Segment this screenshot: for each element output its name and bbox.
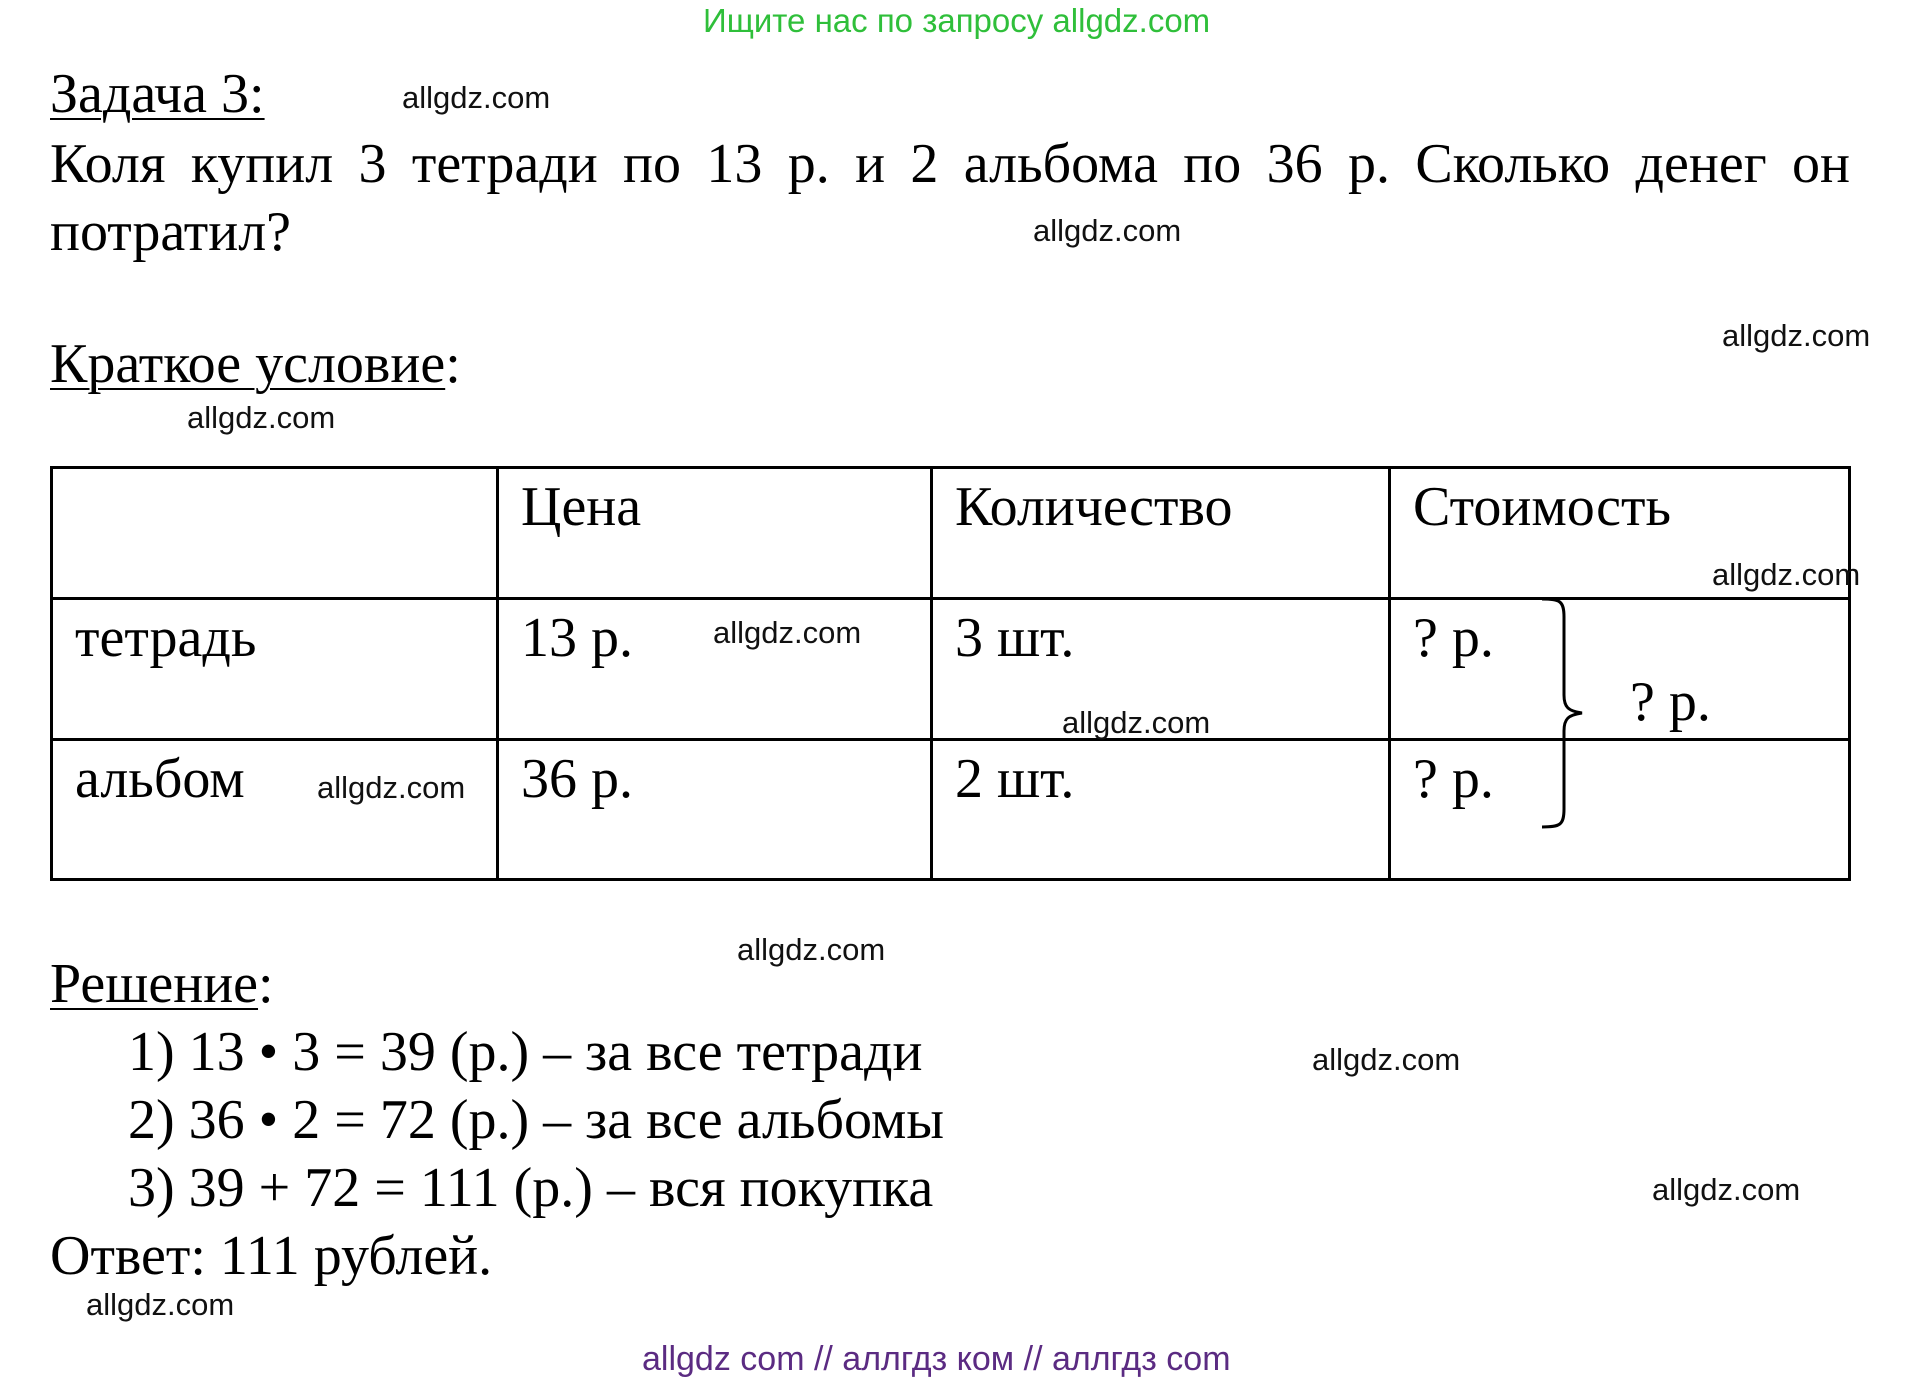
table-header-row: [52, 468, 1850, 599]
watermark: allgdz.com: [187, 400, 336, 435]
watermark: allgdz.com: [1062, 705, 1211, 740]
cell-price-album: 36 р.: [498, 740, 932, 880]
header-cell-price: Цена: [498, 468, 932, 599]
problem-text: Коля купил 3 тетради по 13 р. и 2 альбома по 36 р. Сколько денег он потратил?: [50, 133, 1850, 263]
short-condition-heading-label: Краткое условие: [50, 333, 446, 395]
solution-heading: [50, 952, 274, 1016]
curly-brace-icon: [1540, 595, 1620, 835]
cell-item-notebook: тетрадь: [52, 599, 498, 740]
cell-quantity-album: 2 шт.: [932, 740, 1390, 880]
top-banner: Ищите нас по запросу allgdz.com: [703, 2, 1211, 39]
cell-cost-album: ? р.: [1390, 740, 1850, 880]
watermark: allgdz.com: [713, 615, 862, 650]
solution-heading-label: Решение: [50, 953, 259, 1015]
cell-quantity-notebook: 3 шт.: [932, 599, 1390, 740]
cell-item-album: альбом: [52, 740, 498, 880]
watermark: allgdz.com: [86, 1287, 235, 1322]
short-condition-heading-colon: :: [445, 333, 461, 395]
task-title: Задача 3:: [50, 63, 265, 125]
watermark: allgdz.com: [1712, 557, 1861, 592]
watermark: allgdz.com: [737, 932, 886, 967]
solution-step-1: 1) 13 • 3 = 39 (р.) – за все тетради: [128, 1021, 923, 1083]
total-cost-label: ? р.: [1630, 671, 1711, 733]
solution-step-3: 3) 39 + 72 = 111 (р.) – вся покупка: [128, 1157, 934, 1219]
cell-cost-notebook: ? р.: [1390, 599, 1850, 740]
watermark: allgdz.com: [1312, 1042, 1461, 1077]
short-condition-heading: [50, 332, 461, 396]
solution-heading-colon: :: [258, 953, 274, 1015]
header-cell-cost: Стоимость: [1390, 468, 1850, 599]
solution-step-2: 2) 36 • 2 = 72 (р.) – за все альбомы: [128, 1089, 944, 1151]
answer-text: Ответ: 111 рублей.: [50, 1225, 493, 1287]
header-cell-empty: [52, 468, 498, 599]
footer-text: allgdz com // аллгдз ком // аллгдз com: [642, 1340, 1231, 1378]
cell-price-notebook: 13 р.: [498, 599, 932, 740]
watermark: allgdz.com: [1652, 1172, 1801, 1207]
watermark: allgdz.com: [1722, 318, 1871, 353]
watermark: allgdz.com: [1033, 213, 1182, 248]
watermark: allgdz.com: [317, 770, 466, 805]
header-cell-quantity: Количество: [932, 468, 1390, 599]
watermark: allgdz.com: [402, 80, 551, 115]
